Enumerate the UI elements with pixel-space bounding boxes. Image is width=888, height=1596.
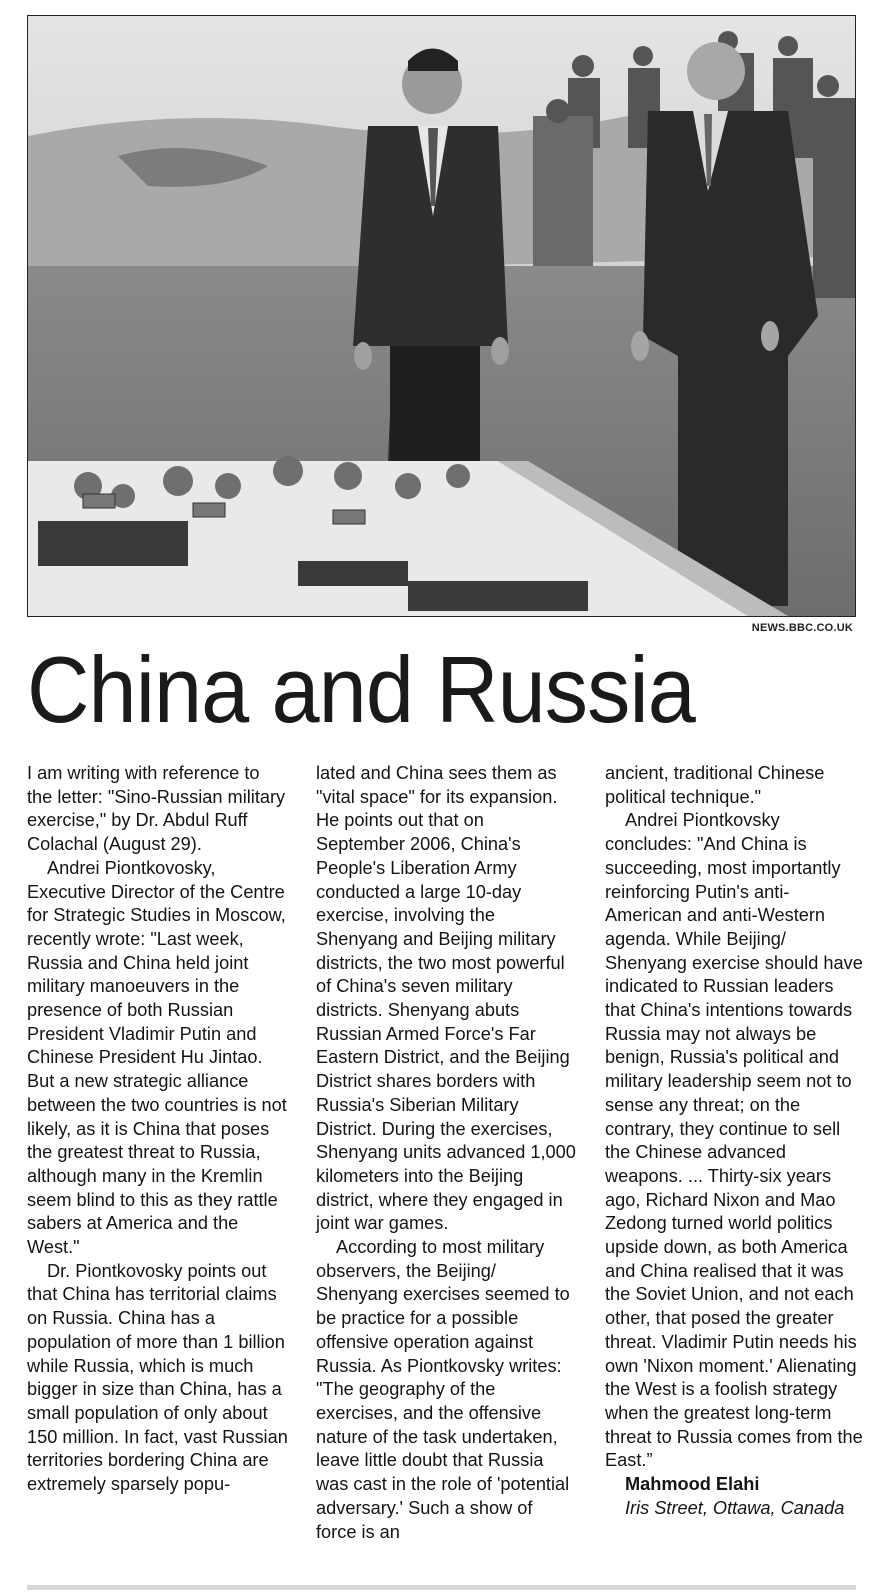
article-body — [27, 762, 867, 1544]
author-address: Iris Street, Ottawa, Canada — [625, 1497, 845, 1518]
author-name: Mahmood Elahi — [625, 1474, 760, 1495]
photo-credit: NEWS.BBC.CO.UK — [751, 622, 853, 634]
paragraph: ancient, traditional Chinese political technique." — [605, 763, 825, 807]
paragraph: According to most military observers, the Beijing/ Shenyang exercises seemed to be practice for a possible offensive operation against Russia. As Piontkovsky writes: "The geography of the exercises, and the offensive nature of the task undertaken, leave little doubt that Russia was cast in the role of 'potential adversary.' Such a show of force is an — [316, 1237, 570, 1542]
news-photo — [27, 15, 856, 617]
paragraph: I am writing with reference to the letter: "Sino-Russian military exercise," by Dr. Abdul Ruff Colachal (August 29). — [27, 763, 286, 855]
paragraph: Andrei Piontkovosky, Executive Director of the Centre for Strategic Studies in Moscow, recently wrote: "Last week, Russia and China held joint military manoeuvers in the presence of both Russian President Vladimir Putin and Chinese President Hu Jintao. But a new strategic alliance between the two countries is not likely, as it is China that poses the greatest threat to Russia, although many in the Kremlin seem blind to this as they rattle sabers at America and the West." — [27, 857, 287, 1258]
article-column-3 — [605, 762, 866, 1544]
article-column-2 — [316, 762, 577, 1544]
paragraph: Dr. Piontkovosky points out that China has territorial claims on Russia. China has a population of more than 1 billion while Russia, which is much bigger in size than China, has a small population of only about 150 million. In fact, vast Russian territories bordering China are extremely sparsely popu- — [27, 1260, 288, 1495]
paragraph: lated and China sees them as "vital space" for its expansion. He points out that on September 2006, China's People's Liberation Army conducted a large 10-day exercise, involving the Shenyang and Beijing military districts, the two most powerful of China's seven military districts. Shenyang abuts Russian Armed Force's Far Eastern District, and the Beijing District shares borders with Russia's Siberian Military District. During the exercises, Shenyang units advanced 1,000 kilometers into the Beijing district, where they engaged in joint war games. — [316, 763, 576, 1234]
paragraph: Andrei Piontkovsky concludes: "And China is succeeding, most importantly reinforcing Putin's anti-American and anti-Western agenda. While Beijing/ Shenyang exercise should have indicated to Russian leaders that China's intentions towards Russia may not always be benign, Russia's political and military leadership seem not to sense any threat; on the contrary, they continue to sell the Chinese advanced weapons. ... Thirty-six years ago, Richard Nixon and Mao Zedong turned world politics upside down, as both America and China realised that it was the Soviet Union, and not each other, that posed the greater threat. Vladimir Putin needs his own 'Nixon moment.' Alienating the West is a foolish strategy when the greatest long-term threat to Russia comes from the East.” — [605, 810, 863, 1471]
article-column-1 — [27, 762, 288, 1544]
bottom-rule — [27, 1585, 856, 1590]
photo-icon — [28, 16, 855, 616]
headline: China and Russia — [27, 637, 695, 742]
